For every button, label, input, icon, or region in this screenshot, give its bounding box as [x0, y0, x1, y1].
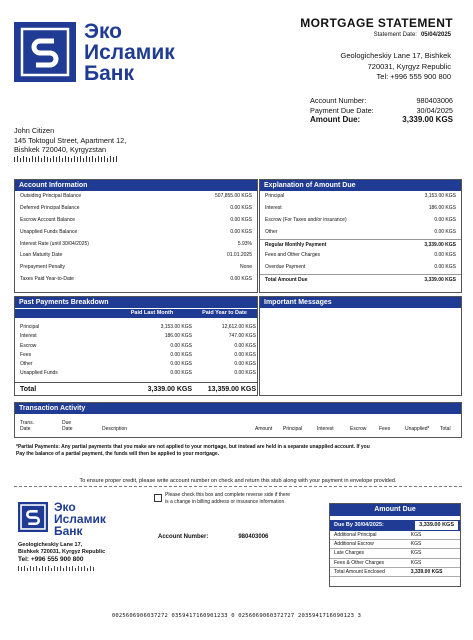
past-payments-header	[15, 309, 257, 318]
row-label: Escrow	[20, 342, 37, 349]
bank-name-line1: Эко	[54, 500, 76, 514]
account-summary	[310, 96, 453, 126]
table-row	[330, 559, 460, 568]
bank-address-line2: 720031, Kyrgyz Republic	[367, 61, 451, 71]
row-label: Overdue Payment	[265, 264, 306, 271]
row-ytd: 12,612.00 KGS	[221, 324, 256, 330]
statement-date-value: 05/04/2025	[420, 32, 451, 38]
table-row	[15, 369, 257, 378]
important-messages-title: Important Messages	[260, 297, 461, 308]
row-label: Other	[265, 228, 278, 235]
payment-due-value: 30/04/2025	[416, 105, 453, 115]
row-ytd: 0.00 KGS	[234, 361, 256, 368]
row-value: 186.00 KGS	[428, 204, 456, 211]
row-value: 3,153.00 KGS	[424, 193, 456, 199]
row-value: 5.93%	[237, 240, 252, 247]
table-row	[15, 250, 257, 262]
row-ytd: 0.00 KGS	[234, 351, 256, 358]
row-label: Interest Rate (until 30/04/2025)	[20, 240, 89, 247]
stub-account-value: 980403006	[238, 534, 269, 540]
table-row	[15, 227, 257, 239]
row-value: 0.00 KGS	[230, 204, 252, 211]
table-row	[260, 250, 461, 262]
col-trans-date-line2: Date	[20, 425, 31, 432]
total-ytd: 13,359.00 KGS	[207, 385, 256, 393]
row-value: 01.01.2025	[226, 252, 252, 259]
col-description: Description	[102, 426, 128, 432]
statement-title: MORTGAGE STATEMENT	[300, 16, 453, 30]
customer-city: Bishkek 720040, Kyrgyzstan	[14, 145, 107, 155]
row-label: Additional Escrow	[334, 541, 374, 548]
row-label: Escrow Account Balance	[20, 216, 76, 223]
total-last: 3,339.00 KGS	[147, 385, 192, 393]
customer-address	[14, 126, 126, 162]
past-payments-title: Past Payments Breakdown	[15, 297, 257, 308]
col-interest: Interest	[317, 426, 334, 432]
row-value: 0.00 KGS	[230, 276, 252, 283]
bank-logo	[14, 22, 175, 84]
bank-name-line3: Банк	[54, 524, 83, 538]
transaction-activity-panel	[14, 402, 462, 438]
bank-address	[341, 51, 451, 83]
row-label: Unapplied Funds	[20, 370, 58, 377]
table-row	[15, 274, 257, 286]
account-number-value: 980403006	[416, 96, 453, 105]
detach-line	[14, 486, 462, 487]
row-label: Loan Maturity Date	[20, 252, 63, 259]
checkbox-text	[165, 492, 315, 505]
row-last: 186.00 KGS	[164, 333, 192, 340]
col-trans-date	[20, 421, 34, 433]
total-row	[15, 382, 257, 396]
stub-phone: Tel: +996 555 900 800	[18, 556, 84, 564]
row-value[interactable]: KGS	[410, 550, 422, 557]
checkbox-text-line2: is a change in billing address or insurance information.	[165, 498, 286, 505]
table-row	[330, 568, 460, 577]
important-messages-panel	[259, 296, 462, 396]
row-label: Late Charges	[334, 550, 365, 557]
row-label: Unapplied Funds Balance	[20, 228, 78, 235]
total-label: Total	[20, 385, 37, 393]
col-due-date-line1: Due	[62, 420, 72, 426]
row-label: Taxes Paid Year-to-Date	[20, 276, 74, 283]
micr-line: 0025606906037272 0359417160901233 0 0256069060372727 2035941716090123 3	[111, 613, 362, 619]
col-due-date	[62, 421, 73, 433]
amount-due-title: Amount Due	[330, 504, 460, 516]
table-row	[15, 203, 257, 215]
partial-payments-note	[16, 444, 460, 458]
row-label: Deferred Principal Balance	[20, 204, 80, 211]
col-paid-year-to-date: Paid Year to Date	[202, 310, 247, 316]
postal-barcode	[14, 156, 118, 162]
table-row	[15, 332, 257, 341]
stub-address-line2: Bishkek 720031, Kyrgyz Republic	[18, 549, 106, 556]
row-label: Interest	[20, 333, 37, 340]
row-label: Total Amount Enclosed	[334, 568, 385, 575]
bank-name-line3: Банк	[84, 62, 134, 85]
stub-bank-address	[18, 542, 105, 571]
row-value[interactable]: 3,339.00 KGS	[410, 568, 443, 575]
row-last: 0.00 KGS	[170, 361, 192, 368]
due-by-label: Due By 30/04/2025:	[334, 522, 384, 528]
checkbox-text-line1: Please check this box and complete reverse side if there	[165, 492, 291, 498]
bank-logo-small	[18, 502, 106, 537]
table-row	[15, 215, 257, 227]
table-row	[15, 323, 257, 332]
bank-logo-mark-small	[18, 502, 48, 532]
stub-address-line1: Geologicheskiy Lane 17,	[18, 542, 83, 548]
bank-s-icon	[20, 504, 46, 530]
col-due-date-line2: Date	[62, 425, 73, 432]
stub-instruction: To ensure proper credit, please write account number on check and return this stub along with your payment in envelope provided.	[79, 478, 397, 484]
due-by-line	[330, 520, 460, 531]
account-information-title: Account Information	[15, 180, 257, 191]
row-value: 0.00 KGS	[434, 228, 456, 235]
bank-name-line2: Исламик	[84, 41, 175, 64]
table-row	[260, 274, 461, 286]
table-row	[15, 239, 257, 251]
row-label: Fees & Other Charges	[334, 559, 385, 566]
col-principal: Principal	[283, 426, 303, 432]
row-value: 0.00 KGS	[434, 216, 456, 223]
postal-barcode-small	[18, 566, 96, 571]
row-label: Regular Monthly Payment	[265, 241, 327, 248]
row-label: Outsiding Principal Balance	[20, 193, 82, 199]
row-label: Other	[20, 361, 33, 368]
note-line2: Pay the balance of a partial payment, the funds will then be applied to your mortgage.	[16, 450, 220, 457]
address-change-checkbox[interactable]	[154, 494, 162, 502]
row-label: Principal	[265, 193, 285, 199]
payment-due-label: Payment Due Date:	[310, 105, 374, 115]
stub-account-label: Account Number:	[158, 534, 209, 540]
col-unapplied: Unapplied*	[405, 426, 430, 432]
row-value: 0.00 KGS	[230, 228, 252, 235]
col-fees: Fees	[379, 426, 391, 432]
statement-date	[374, 32, 451, 38]
table-row	[260, 262, 461, 274]
amount-due-value: 3,339.00 KGS	[402, 115, 453, 125]
row-last: 3,153.00 KGS	[160, 324, 192, 330]
row-last: 0.00 KGS	[170, 370, 192, 377]
table-row	[260, 191, 461, 203]
row-label: Fees	[20, 351, 32, 358]
row-label: Prepayment Penalty	[20, 264, 66, 271]
table-row	[15, 262, 257, 274]
row-value: 3,339.00 KGS	[424, 241, 456, 248]
row-value: 507,855.00 KGS	[215, 193, 252, 199]
statement-date-label: Statement Date:	[373, 32, 417, 38]
past-payments-panel	[14, 296, 258, 396]
bank-phone: Tel: +996 555 900 800	[376, 72, 451, 81]
bank-address-line1: Geologicheskiy Lane 17, Bishkek	[340, 51, 451, 60]
transaction-columns	[15, 414, 461, 436]
row-value[interactable]: KGS	[410, 541, 422, 548]
table-row	[330, 540, 460, 549]
row-label: Principal	[20, 324, 40, 330]
col-amount: Amount	[255, 426, 273, 432]
col-escrow: Escrow	[350, 426, 367, 432]
row-value[interactable]: KGS	[410, 532, 422, 538]
table-row	[260, 203, 461, 215]
row-value[interactable]: KGS	[410, 559, 422, 566]
amount-due-panel	[329, 503, 461, 587]
row-last: 0.00 KGS	[170, 342, 192, 349]
row-value: None	[240, 264, 252, 271]
account-information-panel	[14, 179, 258, 293]
table-row	[260, 239, 461, 251]
transaction-activity-title: Transaction Activity	[15, 403, 461, 414]
table-row	[15, 191, 257, 203]
col-total: Total	[440, 426, 451, 432]
table-row	[15, 351, 257, 360]
due-by-amount: 3,339.00 KGS	[415, 521, 458, 530]
row-value: 3,339.00 KGS	[424, 277, 456, 284]
row-value: 0.00 KGS	[434, 252, 456, 259]
row-value: 0.00 KGS	[434, 264, 456, 271]
bank-name-line2: Исламик	[54, 512, 106, 526]
account-number-label: Account Number:	[310, 96, 367, 105]
row-last: 0.00 KGS	[170, 351, 192, 358]
row-label: Total Amount Due	[265, 277, 308, 284]
table-row	[260, 215, 461, 227]
table-row	[330, 531, 460, 540]
table-row	[330, 549, 460, 558]
col-paid-last-month: Paid Last Month	[130, 310, 174, 316]
row-ytd: 0.00 KGS	[234, 370, 256, 377]
bank-logo-mark	[14, 22, 76, 82]
row-label: Interest	[265, 204, 282, 211]
row-label: Fees and Other Charges	[265, 252, 321, 259]
row-ytd: 747.00 KGS	[228, 333, 256, 340]
bank-name-line1: Эко	[84, 20, 123, 43]
stub-account-number	[158, 534, 268, 540]
col-trans-date-line1: Trans.	[20, 420, 34, 426]
row-label: Additional Principal	[334, 532, 377, 538]
explanation-title: Explanation of Amount Due	[260, 180, 461, 191]
table-row	[15, 360, 257, 369]
bank-s-icon	[20, 27, 70, 77]
row-label: Escrow (For Taxes and/or insurance)	[265, 216, 347, 223]
customer-name: John Citizen	[14, 126, 55, 135]
explanation-panel	[259, 179, 462, 293]
table-row	[15, 342, 257, 351]
table-row	[260, 227, 461, 239]
amount-due-label: Amount Due:	[310, 115, 361, 125]
customer-street: 145 Toktogul Street, Apartment 12,	[14, 135, 127, 145]
row-ytd: 0.00 KGS	[234, 342, 256, 349]
note-line1: *Partial Payments: Any partial payments that you make are not applied to your mortgage, but instead are held in a separate unapplied account. If you	[16, 444, 370, 450]
row-value: 0.00 KGS	[230, 216, 252, 223]
